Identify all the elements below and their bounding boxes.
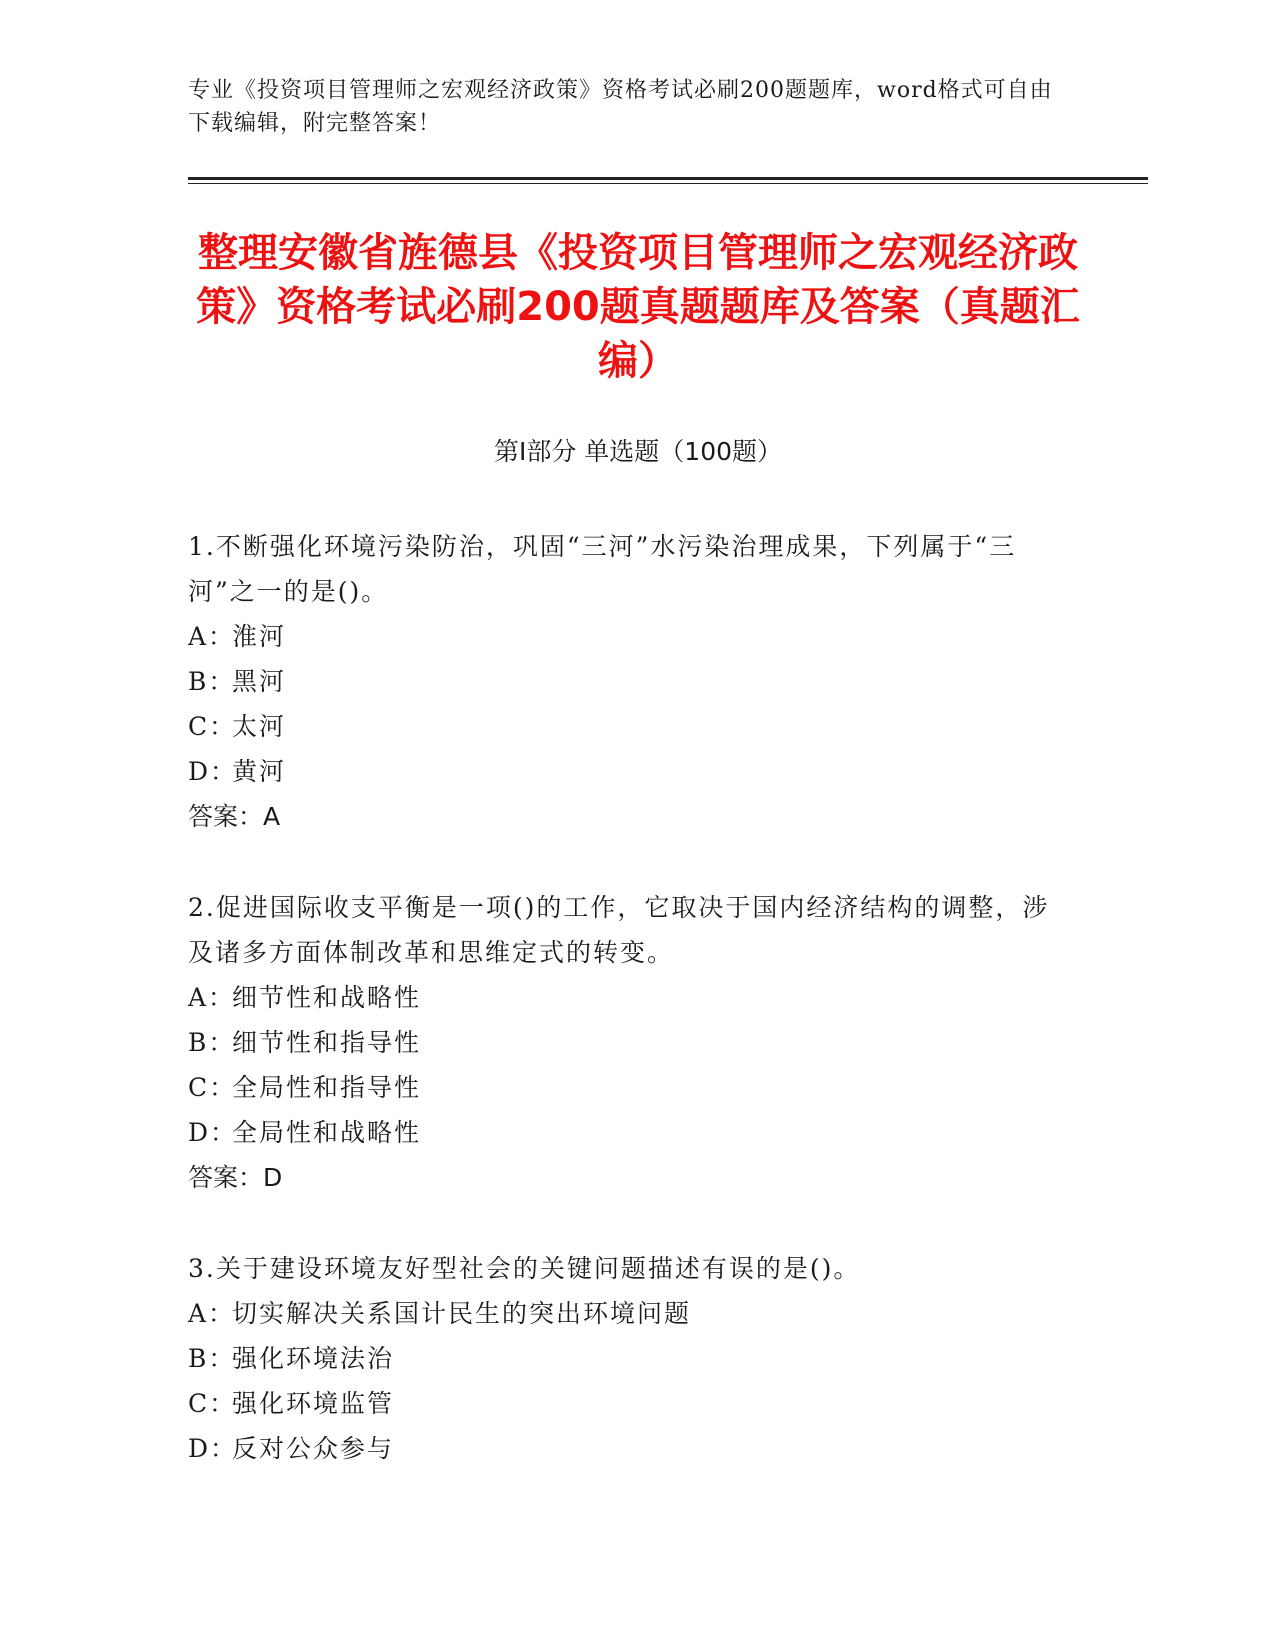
question-item — [188, 885, 1068, 1200]
header-note: 专业《投资项目管理师之宏观经济政策》资格考试必刷200题题库，word格式可自由下载编辑，附完整答案！ — [188, 78, 1053, 136]
option-text: 全局性和战略性 — [232, 1118, 422, 1147]
question-text: 2.促进国际收支平衡是一项()的工作，它取决于国内经济结构的调整，涉及诸多方面体制改革和思维定式的转变。 — [188, 893, 1050, 967]
option-b — [188, 1336, 1068, 1381]
question-text: 3.关于建设环境友好型社会的关键问题描述有误的是()。 — [188, 1254, 861, 1283]
header-divider-thick — [188, 177, 1148, 180]
option-key: C： — [188, 712, 237, 741]
answer-line: 答案：A — [188, 802, 281, 831]
section-title: 第Ⅰ部分 单选题（100题） — [493, 437, 783, 466]
document-title: 整理安徽省旌德县《投资项目管理师之宏观经济政策》资格考试必刷200题真题题库及答案（真题汇编） — [196, 230, 1080, 384]
option-c — [188, 704, 1068, 749]
question-text: 1.不断强化环境污染防治，巩固“三河”水污染治理成果，下列属于“三河”之一的是()。 — [188, 532, 1017, 606]
option-text: 细节性和指导性 — [232, 1028, 422, 1057]
option-d — [188, 749, 1068, 794]
option-d — [188, 1426, 1068, 1471]
option-text: 强化环境监管 — [232, 1389, 395, 1418]
option-text: 淮河 — [232, 622, 287, 651]
option-text: 切实解决关系国计民生的突出环境问题 — [232, 1299, 692, 1328]
option-key: D： — [188, 1434, 238, 1463]
option-key: A： — [188, 1299, 236, 1328]
option-a — [188, 1291, 1068, 1336]
option-key: C： — [188, 1073, 237, 1102]
option-text: 黄河 — [232, 757, 287, 786]
option-text: 太河 — [232, 712, 287, 741]
option-key: A： — [188, 622, 236, 651]
option-c — [188, 1381, 1068, 1426]
option-a — [188, 975, 1068, 1020]
option-key: B： — [188, 667, 236, 696]
answer-line: 答案：D — [188, 1163, 283, 1192]
option-key: C： — [188, 1389, 237, 1418]
option-key: B： — [188, 1028, 236, 1057]
option-key: D： — [188, 757, 238, 786]
question-item — [188, 1246, 1068, 1471]
option-text: 全局性和指导性 — [232, 1073, 422, 1102]
question-item — [188, 524, 1068, 839]
header-divider-thin — [188, 183, 1148, 184]
option-text: 反对公众参与 — [232, 1434, 395, 1463]
option-key: A： — [188, 983, 236, 1012]
option-text: 强化环境法治 — [232, 1344, 395, 1373]
option-key: D： — [188, 1118, 238, 1147]
option-text: 黑河 — [232, 667, 287, 696]
option-b — [188, 1020, 1068, 1065]
option-d — [188, 1110, 1068, 1155]
option-key: B： — [188, 1344, 236, 1373]
question-list — [188, 524, 1068, 1517]
option-b — [188, 659, 1068, 704]
option-c — [188, 1065, 1068, 1110]
option-a — [188, 614, 1068, 659]
option-text: 细节性和战略性 — [232, 983, 422, 1012]
